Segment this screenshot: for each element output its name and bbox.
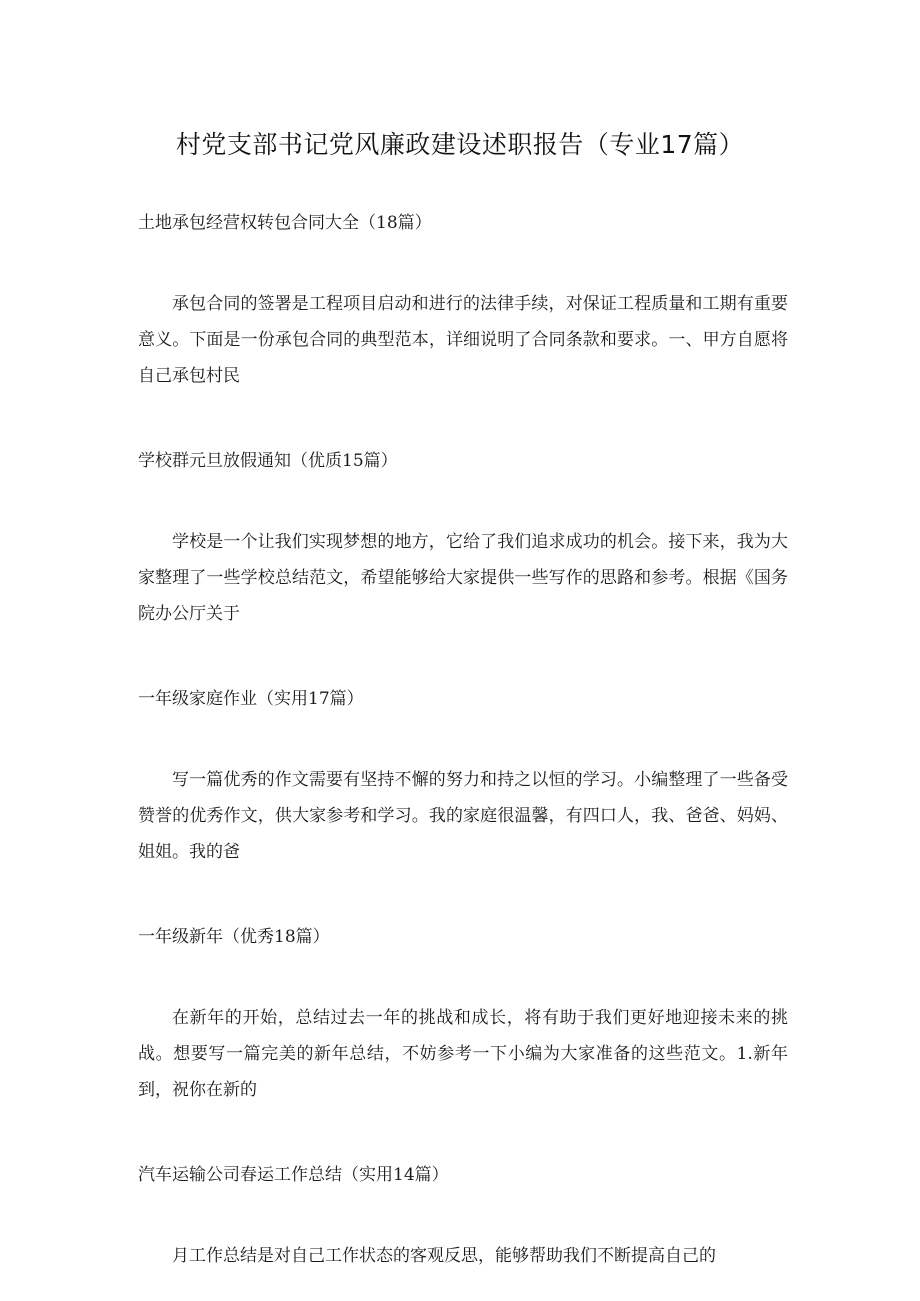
section-heading: 土地承包经营权转包合同大全（18篇） (138, 213, 432, 233)
section-heading: 一年级家庭作业（实用17篇） (138, 689, 364, 709)
section-heading: 学校群元旦放假通知（优质15篇） (138, 451, 398, 471)
document-content (138, 208, 788, 1274)
section-paragraph: 承包合同的签署是工程项目启动和进行的法律手续，对保证工程质量和工期有重要意义。下面是一份承包合同的典型范本，详细说明了合同条款和要求。一、甲方自愿将自己承包村民 (138, 294, 788, 386)
section-heading: 一年级新年（优秀18篇） (138, 927, 330, 947)
document-title: 村党支部书记党风廉政建设述职报告（专业17篇） (175, 130, 745, 159)
section-paragraph: 写一篇优秀的作文需要有坚持不懈的努力和持之以恒的学习。小编整理了一些备受赞誉的优秀作文，供大家参考和学习。我的家庭很温馨，有四口人，我、爸爸、妈妈、姐姐。我的爸 (138, 770, 788, 862)
section-paragraph: 在新年的开始，总结过去一年的挑战和成长，将有助于我们更好地迎接未来的挑战。想要写一篇完美的新年总结，不妨参考一下小编为大家准备的这些范文。1.新年到，祝你在新的 (138, 1008, 788, 1100)
section-heading: 汽车运输公司春运工作总结（实用14篇） (138, 1165, 449, 1185)
section-paragraph: 月工作总结是对自己工作状态的客观反思，能够帮助我们不断提高自己的 (172, 1246, 716, 1266)
section-paragraph: 学校是一个让我们实现梦想的地方，它给了我们追求成功的机会。接下来，我为大家整理了一些学校总结范文，希望能够给大家提供一些写作的思路和参考。根据《国务院办公厅关于 (138, 532, 788, 624)
